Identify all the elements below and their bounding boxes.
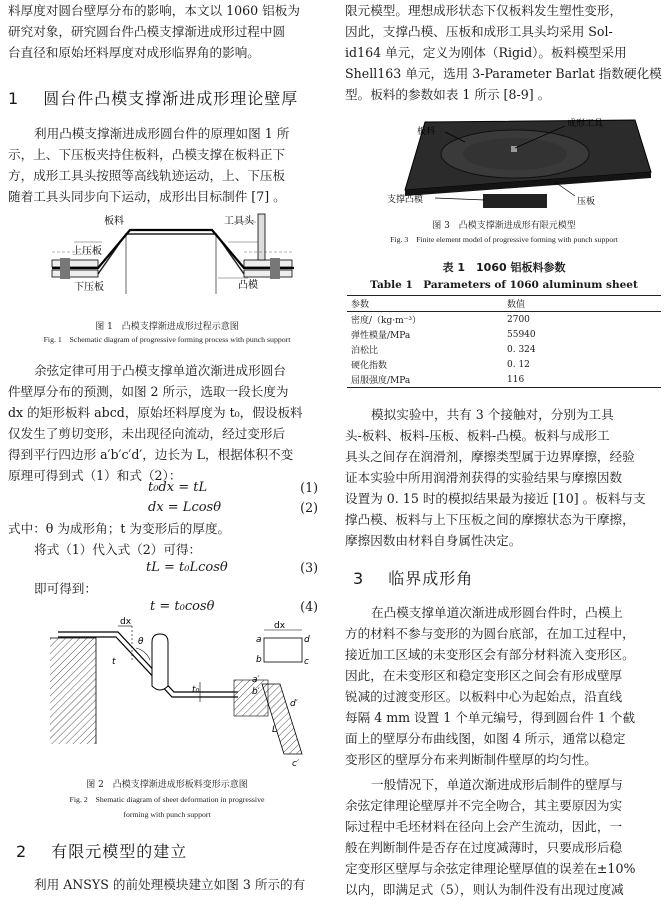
section-number: 3 [353,569,365,588]
table-1-title-en: Table 1 Parameters of 1060 aluminum sheet [370,279,638,291]
figure-2-caption-en-2: forming with punch support [123,810,211,819]
figure-3-caption-en: Fig. 3 Finite element model of progressive forming with punch support [390,235,618,244]
table-row [347,357,661,372]
fig3-label-sheet: 板料 [417,127,436,137]
text-line: 因此，在未变形区和稳定变形区之间会有形成壁厚 [345,668,623,683]
fig1-label-sheet: 板料 [104,216,124,227]
text-line: 示，上、下压板夹持住板料，凸模支撑在板料正下 [8,147,286,162]
text-line: 每隔 4 mm 设置 1 个单元编号，得到圆台件 1 个截 [345,710,636,725]
section-3-heading [353,566,473,589]
table-row [347,342,661,357]
equation-2-number: (2) [300,500,318,515]
table-cell: 弹性模量/MPa [351,331,411,341]
text-line: 际过程中毛坯材料在径向上会产生流动，因此，一 [345,819,623,834]
text-line: 料厚度对圆台壁厚分布的影响，本文以 1060 铝板为 [8,3,300,18]
text-line: 利用凸模支撑渐进成形圆台件的原理如图 1 所 [34,126,290,141]
table-row [347,327,661,342]
text-line: 型。板料的参数如表 1 所示 [8-9] 。 [345,87,551,102]
section-number: 2 [16,842,28,861]
table-cell: 泊松比 [351,346,379,356]
fig1-label-upper-plate: 上压板 [72,246,102,257]
figure-1-diagram [38,212,308,304]
table-cell: 密度/（kg·m⁻³） [351,316,422,326]
text-line: 台直径和原始坯料厚度对成形临界角的影响。 [8,45,260,60]
parameters-table [347,295,661,388]
text-line: 设置为 0. 15 时的模拟结果最为接近 [10] 。板料与支 [345,491,646,506]
table-header-cell: 参数 [347,296,503,312]
table-cell: 116 [503,372,661,388]
text-line: 接近加工区域的未变形区会有部分材料流入变形区。 [345,647,635,662]
text-line: 以内，即满足式（5），则认为制件没有出现过度减 [345,882,624,897]
text-line: 仅发生了剪切变形，未出现径向流动，经过变形后 [8,426,286,441]
fig2-label-d: d [304,635,310,645]
fig2-label-dx: dx [120,617,132,627]
text-line: 方的材料不参与变形的为圆台底部，在加工过程中， [345,626,635,641]
text-line: 限元模型。理想成形状态下仅板料发生塑性变形， [345,3,623,18]
equation-3: tL = t₀Lcosθ [146,560,228,575]
equation-4: t = t₀cosθ [150,599,215,614]
fig2-label-d-prime: d′ [290,699,298,709]
text-line: 锐减的过渡变形区。以板料中心为起始点，沿直线 [345,689,623,704]
fig2-label-b-prime: b′ [252,687,260,697]
section-title: 有限元模型的建立 [51,842,188,861]
section-2-heading [16,839,187,862]
text-line: Shell163 单元，选用 3-Parameter Barlat 指数硬化模 [345,66,662,81]
fig2-label-a-prime: a′ [252,675,260,685]
table-cell: 2700 [507,314,530,325]
table-header-cell: 数值 [503,296,661,312]
text-line: 研究对象，研究圆台件凸模支撑渐进成形过程中圆 [8,24,286,39]
figure-2-caption-en-1: Fig. 2 Shematic diagram of sheet deformation in progressive [69,795,265,804]
table-row [347,312,661,328]
fig2-label-c: c [304,657,309,667]
fig2-label-c-prime: c′ [292,759,299,769]
text-line: 利用 ANSYS 的前处理模块建立如图 3 所示的有 [34,877,306,892]
text-line: 具头之间存在润滑剂，摩擦类型属于边界摩擦，经验 [345,449,635,464]
section-number: 1 [8,89,20,108]
table-cell: 硬化指数 [351,361,388,371]
fig1-label-punch: 凸模 [238,280,258,291]
text-line: id164 单元，定义为刚体（Rigid）。板料模型采用 [345,45,627,60]
text-line: 摩擦因数由材料自身属性决定。 [345,533,522,548]
section-title: 圆台件凸模支撑渐进成形理论壁厚 [43,89,299,108]
fig3-label-plate: 压板 [577,197,596,207]
text-line: 变形区的壁厚分布来判断制件壁厚的均匀性。 [345,752,597,767]
fig2-label-theta: θ [138,637,144,647]
fig1-label-lower-plate: 下压板 [74,282,104,293]
table-cell: 0. 12 [507,359,530,370]
figure-3-fe-model [365,112,655,212]
equation-1-number: (1) [300,480,318,495]
table-header-row [347,296,661,312]
fig2-label-t0: t₀ [192,685,200,695]
equation-1: t₀dx = tL [148,480,208,495]
text-line: 方，成形工具头按照等高线轨迹运动，上、下压板 [8,168,286,183]
text-line: 随着工具头同步向下运动，成形出目标制件 [7] 。 [8,189,286,204]
fig2-label-a: a [256,635,262,645]
text-line: 余弦定律可用于凸模支撑单道次渐进成形圆台 [34,363,286,378]
result-line: 即可得到： [34,581,97,596]
fig3-label-punch: 支撑凸模 [387,195,424,205]
text-line: dx 的矩形板料 abcd，原始坯料厚度为 t₀，假设板料 [8,405,303,420]
fig2-label-t: t [112,657,116,667]
figure-2-caption: 图 2 凸模支撑渐进成形板料变形示意图 [86,780,248,790]
text-line: 面上的壁厚分布曲线图，如图 4 所示，通常以稳定 [345,731,626,746]
where-line: 式中：θ 为成形角；t 为变形后的厚度。 [8,521,231,536]
fig3-label-tool: 成形工具 [567,119,604,129]
table-cell: 0. 324 [507,344,536,355]
figure-1-caption: 图 1 凸模支撑渐进成形过程示意图 [95,322,239,332]
text-line: 头-板料、板料-压板、板料-凸模。板料与成形工 [345,428,610,443]
fig2-label-b: b [256,655,262,665]
fig2-label-L: L [272,725,278,735]
table-cell: 55940 [507,329,536,340]
text-line: 得到平行四边形 a′b′c′d′，边长为 L，根据体积不变 [8,447,294,462]
figure-3-caption: 图 3 凸模支撑渐进成形有限元模型 [432,221,576,231]
table-row [347,372,661,388]
equation-3-number: (3) [300,560,318,575]
text-line: 定变形区壁厚与余弦定律理论壁厚值的误差在±10% [345,861,636,876]
table-1-title: 表 1 1060 铝板料参数 [442,261,566,274]
equation-4-number: (4) [300,599,318,614]
text-line: 模拟实验中，共有 3 个接触对，分别为工具 [371,407,614,422]
text-line: 原理可得到式（1）和式（2）： [8,468,182,483]
text-line: 件壁厚分布的预测，如图 2 所示，选取一段长度为 [8,384,289,399]
table-cell: 屈服强度/MPa [347,372,503,388]
text-line: 在凸模支撑单道次渐进成形圆台件时，凸模上 [371,605,623,620]
text-line: 般在判断制件是否存在过度减薄时，只要成形后稳 [345,840,623,855]
text-line: 因此，支撑凸模、压板和成形工具头均采用 Sol- [345,24,613,39]
section-title: 临界成形角 [388,569,474,588]
section-1-heading [8,86,298,109]
fig1-label-tool: 工具头 [224,216,254,227]
fig2-label-dx2: dx [274,621,286,631]
text-line: 证本实验中所用润滑剂获得的实验结果与摩擦因数 [345,470,623,485]
text-line: 一般情况下，单道次渐进成形后制件的壁厚与 [371,777,623,792]
equation-2: dx = Lcosθ [148,500,222,515]
text-line: 余弦定律理论壁厚并不完全吻合，其主要原因为实 [345,798,623,813]
text-line: 撑凸模、板料与上下压板之间的摩擦状态为干摩擦， [345,512,635,527]
figure-2-diagram [48,617,310,770]
figure-1-caption-en: Fig. 1 Schematic diagram of progressive forming process with punch support [43,335,291,344]
substitute-line: 将式（1）代入式（2）可得： [34,542,202,557]
